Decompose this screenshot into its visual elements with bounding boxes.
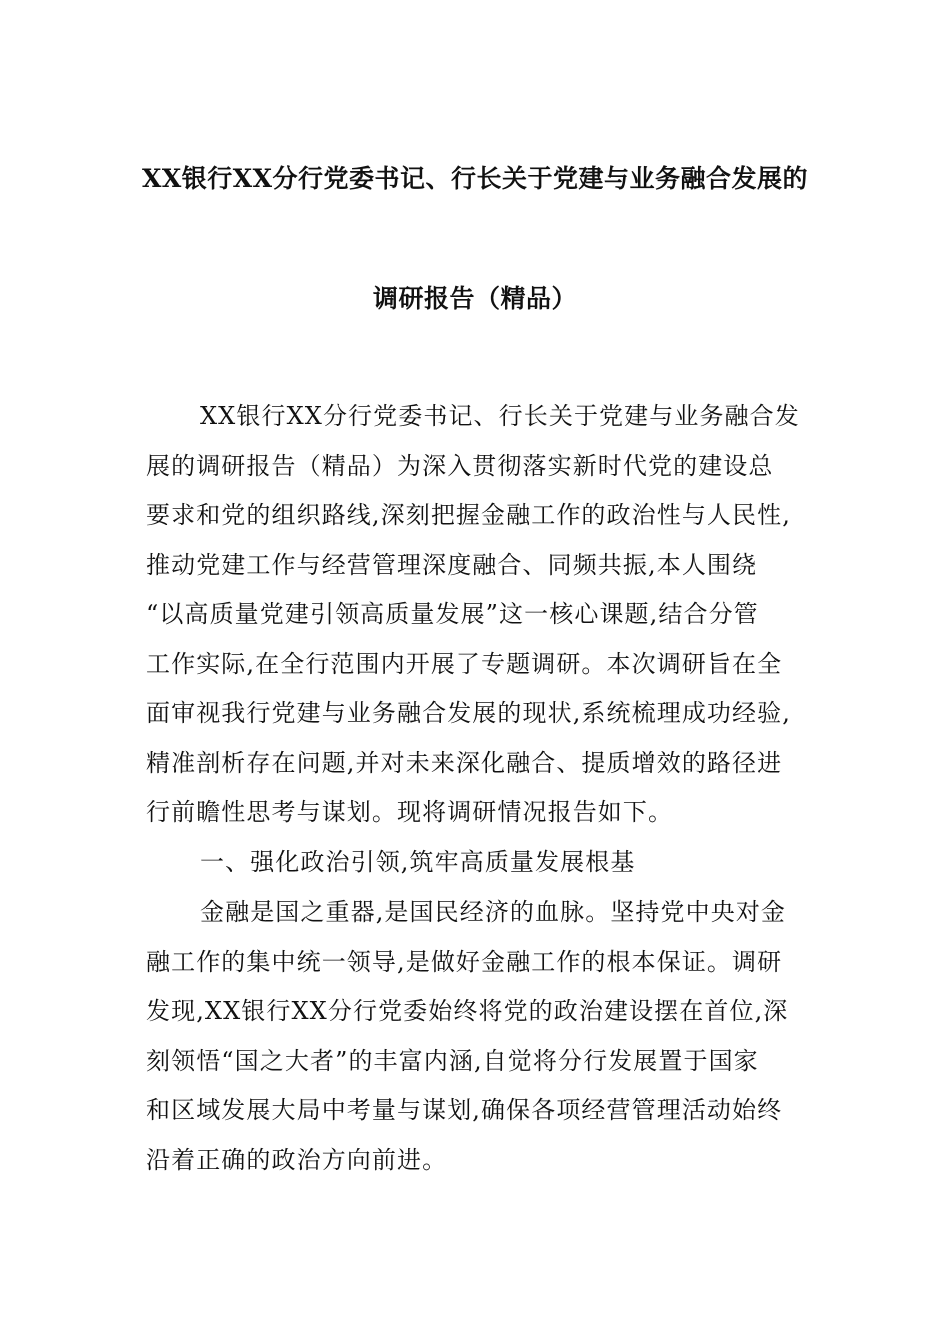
body-line-16: 沿着正确的政治方向前进。 bbox=[146, 1146, 448, 1174]
document-title-line-1: XX银行XX分行党委书记、行长关于党建与业务融合发展的 bbox=[141, 164, 809, 193]
section-heading-1: 一、强化政治引领,筑牢高质量发展根基 bbox=[200, 848, 636, 876]
body-line-4: 推动党建工作与经营管理深度融合、同频共振,本人围绕 bbox=[146, 551, 758, 579]
body-line-11: 金融是国之重器,是国民经济的血脉。坚持党中央对金 bbox=[200, 898, 787, 926]
body-line-13: 发现,XX银行XX分行党委始终将党的政治建设摆在首位,深 bbox=[146, 997, 789, 1025]
body-line-8: 精准剖析存在问题,并对未来深化融合、提质增效的路径进 bbox=[146, 749, 783, 777]
body-line-6: 工作实际,在全行范围内开展了专题调研。本次调研旨在全 bbox=[146, 650, 783, 678]
body-line-1: XX银行XX分行党委书记、行长关于党建与业务融合发 bbox=[200, 402, 800, 430]
body-line-9: 行前瞻性思考与谋划。现将调研情况报告如下。 bbox=[146, 798, 674, 826]
body-line-7: 面审视我行党建与业务融合发展的现状,系统梳理成功经验, bbox=[146, 699, 791, 727]
body-line-14: 刻领悟“国之大者”的丰富内涵,自觉将分行发展置于国家 bbox=[146, 1047, 759, 1075]
body-line-3: 要求和党的组织路线,深刻把握金融工作的政治性与人民性, bbox=[146, 501, 791, 529]
body-line-15: 和区域发展大局中考量与谋划,确保各项经营管理活动始终 bbox=[146, 1096, 783, 1124]
document-title-line-2: 调研报告（精品） bbox=[372, 284, 577, 313]
body-line-2: 展的调研报告（精品）为深入贯彻落实新时代党的建设总 bbox=[146, 452, 774, 480]
body-line-5: “以高质量党建引领高质量发展”这一核心课题,结合分管 bbox=[146, 600, 759, 628]
body-line-12: 融工作的集中统一领导,是做好金融工作的根本保证。调研 bbox=[146, 948, 783, 976]
